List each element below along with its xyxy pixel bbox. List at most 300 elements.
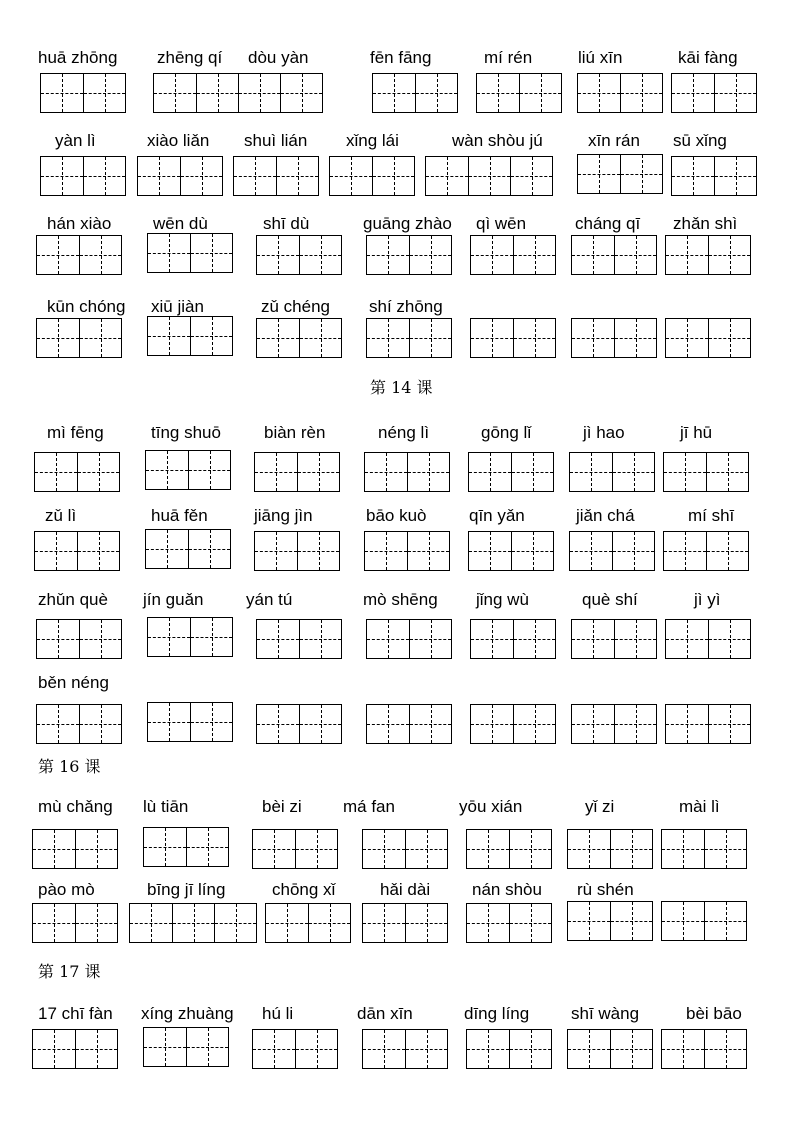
character-box-grid[interactable] <box>147 617 233 657</box>
character-cell[interactable] <box>409 705 451 743</box>
pinyin-word: xǐng lái <box>346 131 399 150</box>
character-cell[interactable] <box>572 705 614 743</box>
pinyin-word: bāo kuò <box>366 506 427 525</box>
pinyin-word: jì hao <box>583 423 625 442</box>
character-cell[interactable] <box>75 1030 117 1068</box>
character-box-grid[interactable] <box>32 903 118 943</box>
character-box-grid[interactable] <box>366 318 452 358</box>
pinyin-word: 17 chī fàn <box>38 1004 113 1023</box>
character-cell[interactable] <box>568 902 610 940</box>
character-box-grid[interactable] <box>569 452 655 492</box>
lesson-17-heading: 第 17 课 <box>38 962 101 981</box>
character-cell[interactable] <box>138 157 180 195</box>
character-cell[interactable] <box>578 155 620 193</box>
pinyin-word: kūn chóng <box>47 297 126 316</box>
character-cell[interactable] <box>426 157 468 195</box>
character-box-grid[interactable] <box>567 901 653 941</box>
pinyin-word: mù chǎng <box>38 797 113 816</box>
character-cell[interactable] <box>367 319 409 357</box>
pinyin-word: néng lì <box>378 423 430 442</box>
character-box-grid[interactable] <box>663 452 749 492</box>
character-cell[interactable] <box>188 451 230 489</box>
pinyin-word: hán xiào <box>47 214 112 233</box>
pinyin-word: fēn fāng <box>370 48 432 67</box>
character-cell[interactable] <box>253 830 295 868</box>
character-cell[interactable] <box>257 705 299 743</box>
character-cell[interactable] <box>405 830 447 868</box>
character-cell[interactable] <box>308 904 350 942</box>
pinyin-word: mò shēng <box>363 590 438 609</box>
character-cell[interactable] <box>572 319 614 357</box>
character-cell[interactable] <box>708 236 750 274</box>
character-box-grid[interactable] <box>256 704 342 744</box>
character-box-grid[interactable] <box>372 73 458 113</box>
pinyin-word: dān xīn <box>357 1004 413 1023</box>
character-box-grid[interactable] <box>129 903 257 943</box>
character-box-grid[interactable] <box>663 531 749 571</box>
character-box-grid[interactable] <box>366 619 452 659</box>
character-cell[interactable] <box>146 530 188 568</box>
character-cell[interactable] <box>511 532 553 570</box>
character-box-grid[interactable] <box>265 903 351 943</box>
character-cell[interactable] <box>614 620 656 658</box>
character-box-grid[interactable] <box>661 901 747 941</box>
character-box-grid[interactable] <box>364 531 450 571</box>
character-cell[interactable] <box>666 620 708 658</box>
character-cell[interactable] <box>706 532 748 570</box>
character-cell[interactable] <box>196 74 238 112</box>
character-cell[interactable] <box>415 74 457 112</box>
character-cell[interactable] <box>363 904 405 942</box>
pinyin-word: mí shī <box>688 506 735 525</box>
character-cell[interactable] <box>471 319 513 357</box>
character-cell[interactable] <box>666 319 708 357</box>
character-box-grid[interactable] <box>476 73 562 113</box>
character-cell[interactable] <box>299 705 341 743</box>
pinyin-word: yōu xián <box>459 797 523 816</box>
pinyin-word: nán shòu <box>472 880 542 899</box>
character-cell[interactable] <box>148 317 190 355</box>
character-cell[interactable] <box>33 1030 75 1068</box>
pinyin-word: qīn yǎn <box>469 506 525 525</box>
character-box-grid[interactable] <box>254 452 340 492</box>
character-box-grid[interactable] <box>466 903 552 943</box>
character-cell[interactable] <box>266 904 308 942</box>
character-cell[interactable] <box>708 705 750 743</box>
character-cell[interactable] <box>154 74 196 112</box>
pinyin-word: jín guǎn <box>143 590 204 609</box>
character-cell[interactable] <box>714 74 756 112</box>
character-cell[interactable] <box>706 453 748 491</box>
character-box-grid[interactable] <box>577 73 663 113</box>
character-cell[interactable] <box>367 620 409 658</box>
character-box-grid[interactable] <box>329 156 415 196</box>
character-box-grid[interactable] <box>36 704 122 744</box>
character-box-grid[interactable] <box>364 452 450 492</box>
character-cell[interactable] <box>471 620 513 658</box>
character-cell[interactable] <box>365 453 407 491</box>
character-cell[interactable] <box>144 828 186 866</box>
pinyin-word: hǎi dài <box>380 880 431 899</box>
character-cell[interactable] <box>509 904 551 942</box>
character-cell[interactable] <box>255 532 297 570</box>
pinyin-word: liú xīn <box>578 48 623 67</box>
pinyin-word: lù tiān <box>143 797 189 816</box>
character-cell[interactable] <box>367 705 409 743</box>
character-box-grid[interactable] <box>256 235 342 275</box>
character-box-grid[interactable] <box>466 829 552 869</box>
character-box-grid[interactable] <box>252 829 338 869</box>
character-cell[interactable] <box>572 620 614 658</box>
character-cell[interactable] <box>257 319 299 357</box>
pinyin-word: shuì lián <box>244 131 308 150</box>
character-cell[interactable] <box>297 453 339 491</box>
character-box-grid[interactable] <box>32 829 118 869</box>
character-cell[interactable] <box>409 319 451 357</box>
character-cell[interactable] <box>471 705 513 743</box>
character-cell[interactable] <box>295 1030 337 1068</box>
character-cell[interactable] <box>83 74 125 112</box>
character-cell[interactable] <box>33 904 75 942</box>
pinyin-word: xíng zhuàng <box>141 1004 234 1023</box>
character-box-grid[interactable] <box>671 156 757 196</box>
character-cell[interactable] <box>610 1030 652 1068</box>
pinyin-word: jì yì <box>694 590 721 609</box>
character-box-grid[interactable] <box>366 235 452 275</box>
character-cell[interactable] <box>513 236 555 274</box>
character-cell[interactable] <box>511 453 553 491</box>
pinyin-word: shī dù <box>263 214 310 233</box>
character-cell[interactable] <box>407 532 449 570</box>
pinyin-word: bèi bāo <box>686 1004 742 1023</box>
character-cell[interactable] <box>664 532 706 570</box>
character-cell[interactable] <box>620 74 662 112</box>
character-cell[interactable] <box>238 74 280 112</box>
character-box-grid[interactable] <box>362 903 448 943</box>
character-box-grid[interactable] <box>665 318 751 358</box>
character-cell[interactable] <box>510 157 552 195</box>
character-cell[interactable] <box>373 74 415 112</box>
character-box-grid[interactable] <box>470 235 556 275</box>
character-cell[interactable] <box>75 904 117 942</box>
character-box-grid[interactable] <box>366 704 452 744</box>
lesson-14-heading: 第 14 课 <box>370 378 433 397</box>
character-box-grid[interactable] <box>40 156 126 196</box>
character-cell[interactable] <box>41 157 83 195</box>
character-cell[interactable] <box>666 705 708 743</box>
lesson-16-heading: 第 16 课 <box>38 757 101 776</box>
character-box-grid[interactable] <box>665 235 751 275</box>
character-cell[interactable] <box>33 830 75 868</box>
character-cell[interactable] <box>708 620 750 658</box>
character-cell[interactable] <box>620 155 662 193</box>
character-cell[interactable] <box>568 1030 610 1068</box>
character-box-grid[interactable] <box>470 318 556 358</box>
character-box-grid[interactable] <box>470 704 556 744</box>
character-cell[interactable] <box>37 620 79 658</box>
character-cell[interactable] <box>79 620 121 658</box>
pinyin-word: bīng jī líng <box>147 880 226 899</box>
character-cell[interactable] <box>253 1030 295 1068</box>
character-cell[interactable] <box>610 830 652 868</box>
character-box-grid[interactable] <box>153 73 323 113</box>
character-cell[interactable] <box>612 453 654 491</box>
character-box-grid[interactable] <box>34 531 120 571</box>
character-cell[interactable] <box>77 532 119 570</box>
character-cell[interactable] <box>190 234 232 272</box>
character-cell[interactable] <box>704 902 746 940</box>
character-box-grid[interactable] <box>145 450 231 490</box>
character-cell[interactable] <box>148 234 190 272</box>
character-cell[interactable] <box>714 157 756 195</box>
character-cell[interactable] <box>405 1030 447 1068</box>
pinyin-word: què shí <box>582 590 638 609</box>
pinyin-word: qì wēn <box>476 214 527 233</box>
character-box-grid[interactable] <box>36 235 122 275</box>
character-box-grid[interactable] <box>671 73 757 113</box>
character-cell[interactable] <box>75 830 117 868</box>
character-cell[interactable] <box>662 830 704 868</box>
character-cell[interactable] <box>148 618 190 656</box>
character-cell[interactable] <box>407 453 449 491</box>
character-cell[interactable] <box>77 453 119 491</box>
character-box-grid[interactable] <box>569 531 655 571</box>
character-box-grid[interactable] <box>256 318 342 358</box>
pinyin-word: zǔ lì <box>45 506 77 525</box>
character-box-grid[interactable] <box>470 619 556 659</box>
pinyin-word: zhēng qí <box>157 48 223 67</box>
pinyin-word: xiū jiàn <box>151 297 204 316</box>
character-box-grid[interactable] <box>468 531 554 571</box>
pinyin-word: zǔ chéng <box>261 297 330 316</box>
pinyin-word: yán tú <box>246 590 293 609</box>
character-cell[interactable] <box>664 453 706 491</box>
pinyin-word: bèi zi <box>262 797 302 816</box>
pinyin-word: wàn shòu jú <box>452 131 543 150</box>
character-cell[interactable] <box>509 830 551 868</box>
character-cell[interactable] <box>79 319 121 357</box>
character-cell[interactable] <box>330 157 372 195</box>
character-box-grid[interactable] <box>256 619 342 659</box>
character-cell[interactable] <box>612 532 654 570</box>
character-cell[interactable] <box>469 453 511 491</box>
character-cell[interactable] <box>180 157 222 195</box>
character-box-grid[interactable] <box>143 827 229 867</box>
character-cell[interactable] <box>513 705 555 743</box>
character-cell[interactable] <box>172 904 214 942</box>
character-cell[interactable] <box>467 1030 509 1068</box>
character-box-grid[interactable] <box>32 1029 118 1069</box>
character-cell[interactable] <box>37 705 79 743</box>
character-cell[interactable] <box>35 453 77 491</box>
pinyin-word: gōng lǐ <box>481 423 532 442</box>
character-box-grid[interactable] <box>254 531 340 571</box>
pinyin-word: má fan <box>343 797 395 816</box>
character-cell[interactable] <box>214 904 256 942</box>
character-cell[interactable] <box>409 620 451 658</box>
pinyin-word: zhǎn shì <box>673 214 738 233</box>
character-cell[interactable] <box>614 705 656 743</box>
character-cell[interactable] <box>299 319 341 357</box>
character-cell[interactable] <box>83 157 125 195</box>
character-box-grid[interactable] <box>147 233 233 273</box>
character-cell[interactable] <box>662 902 704 940</box>
character-box-grid[interactable] <box>147 702 233 742</box>
character-box-grid[interactable] <box>36 318 122 358</box>
character-box-grid[interactable] <box>571 235 657 275</box>
pinyin-word: zhǔn què <box>38 590 108 609</box>
pinyin-word: jǐng wù <box>476 590 529 609</box>
pinyin-word: rù shén <box>577 880 634 899</box>
character-box-grid[interactable] <box>571 704 657 744</box>
character-cell[interactable] <box>708 319 750 357</box>
character-cell[interactable] <box>363 1030 405 1068</box>
pinyin-word: cháng qī <box>575 214 641 233</box>
pinyin-word: pào mò <box>38 880 95 899</box>
character-cell[interactable] <box>363 830 405 868</box>
character-box-grid[interactable] <box>233 156 319 196</box>
character-box-grid[interactable] <box>665 619 751 659</box>
pinyin-word: hú li <box>262 1004 294 1023</box>
character-cell[interactable] <box>578 74 620 112</box>
character-cell[interactable] <box>37 319 79 357</box>
character-cell[interactable] <box>299 620 341 658</box>
character-box-grid[interactable] <box>567 1029 653 1069</box>
character-cell[interactable] <box>297 532 339 570</box>
pinyin-word: shī wàng <box>571 1004 640 1023</box>
character-box-grid[interactable] <box>577 154 663 194</box>
character-cell[interactable] <box>471 236 513 274</box>
character-cell[interactable] <box>614 236 656 274</box>
pinyin-word: shí zhōng <box>369 297 443 316</box>
character-box-grid[interactable] <box>40 73 126 113</box>
character-cell[interactable] <box>146 451 188 489</box>
character-cell[interactable] <box>409 236 451 274</box>
character-box-grid[interactable] <box>145 529 231 569</box>
character-cell[interactable] <box>234 157 276 195</box>
character-cell[interactable] <box>276 157 318 195</box>
character-cell[interactable] <box>367 236 409 274</box>
character-cell[interactable] <box>35 532 77 570</box>
pinyin-word: sū xǐng <box>673 131 727 150</box>
character-box-grid[interactable] <box>137 156 223 196</box>
character-cell[interactable] <box>257 620 299 658</box>
pinyin-word: mài lì <box>679 797 720 816</box>
pinyin-word: tīng shuō <box>151 423 221 442</box>
character-box-grid[interactable] <box>252 1029 338 1069</box>
character-cell[interactable] <box>672 157 714 195</box>
pinyin-word: jiāng jìn <box>254 506 313 525</box>
character-cell[interactable] <box>519 74 561 112</box>
character-cell[interactable] <box>570 532 612 570</box>
character-cell[interactable] <box>572 236 614 274</box>
pinyin-word: mí rén <box>484 48 533 67</box>
character-box-grid[interactable] <box>36 619 122 659</box>
character-cell[interactable] <box>610 902 652 940</box>
character-cell[interactable] <box>190 317 232 355</box>
pinyin-word: guāng zhào <box>363 214 452 233</box>
character-box-grid[interactable] <box>362 1029 448 1069</box>
character-box-grid[interactable] <box>466 1029 552 1069</box>
pinyin-word: yàn lì <box>55 131 96 150</box>
character-box-grid[interactable] <box>147 316 233 356</box>
character-cell[interactable] <box>614 319 656 357</box>
character-box-grid[interactable] <box>661 829 747 869</box>
pinyin-word: wēn dù <box>153 214 208 233</box>
pinyin-word: kāi fàng <box>678 48 738 67</box>
character-cell[interactable] <box>568 830 610 868</box>
pinyin-word: xiào liǎn <box>147 131 210 150</box>
character-cell[interactable] <box>704 830 746 868</box>
character-cell[interactable] <box>704 1030 746 1068</box>
character-box-grid[interactable] <box>661 1029 747 1069</box>
character-cell[interactable] <box>130 904 172 942</box>
pinyin-word: huā zhōng <box>38 48 118 67</box>
character-cell[interactable] <box>148 703 190 741</box>
character-box-grid[interactable] <box>468 452 554 492</box>
character-cell[interactable] <box>144 1028 186 1066</box>
pinyin-word: xīn rán <box>588 131 640 150</box>
character-cell[interactable] <box>570 453 612 491</box>
character-cell[interactable] <box>186 1028 228 1066</box>
character-cell[interactable] <box>190 618 232 656</box>
character-cell[interactable] <box>509 1030 551 1068</box>
character-cell[interactable] <box>295 830 337 868</box>
pinyin-word: chōng xǐ <box>272 880 336 899</box>
character-cell[interactable] <box>280 74 322 112</box>
character-cell[interactable] <box>469 532 511 570</box>
character-cell[interactable] <box>255 453 297 491</box>
character-cell[interactable] <box>41 74 83 112</box>
character-cell[interactable] <box>299 236 341 274</box>
pinyin-word: dòu yàn <box>248 48 309 67</box>
character-cell[interactable] <box>365 532 407 570</box>
character-box-grid[interactable] <box>143 1027 229 1067</box>
character-cell[interactable] <box>79 236 121 274</box>
pinyin-word: huā fěn <box>151 506 208 525</box>
character-cell[interactable] <box>662 1030 704 1068</box>
character-cell[interactable] <box>188 530 230 568</box>
character-box-grid[interactable] <box>571 318 657 358</box>
character-cell[interactable] <box>257 236 299 274</box>
character-box-grid[interactable] <box>425 156 553 196</box>
character-cell[interactable] <box>405 904 447 942</box>
character-cell[interactable] <box>79 705 121 743</box>
pinyin-word: běn néng <box>38 673 109 692</box>
character-cell[interactable] <box>467 830 509 868</box>
character-cell[interactable] <box>672 74 714 112</box>
character-box-grid[interactable] <box>665 704 751 744</box>
pinyin-word: jī hū <box>680 423 713 442</box>
pinyin-word: yǐ zi <box>585 797 615 816</box>
character-cell[interactable] <box>666 236 708 274</box>
character-cell[interactable] <box>477 74 519 112</box>
character-cell[interactable] <box>37 236 79 274</box>
character-cell[interactable] <box>468 157 510 195</box>
character-box-grid[interactable] <box>567 829 653 869</box>
character-box-grid[interactable] <box>571 619 657 659</box>
character-cell[interactable] <box>513 319 555 357</box>
character-box-grid[interactable] <box>34 452 120 492</box>
pinyin-word: mì fēng <box>47 423 104 442</box>
character-box-grid[interactable] <box>362 829 448 869</box>
character-cell[interactable] <box>467 904 509 942</box>
character-cell[interactable] <box>190 703 232 741</box>
pinyin-word: dīng líng <box>464 1004 530 1023</box>
character-cell[interactable] <box>186 828 228 866</box>
character-cell[interactable] <box>513 620 555 658</box>
character-cell[interactable] <box>372 157 414 195</box>
